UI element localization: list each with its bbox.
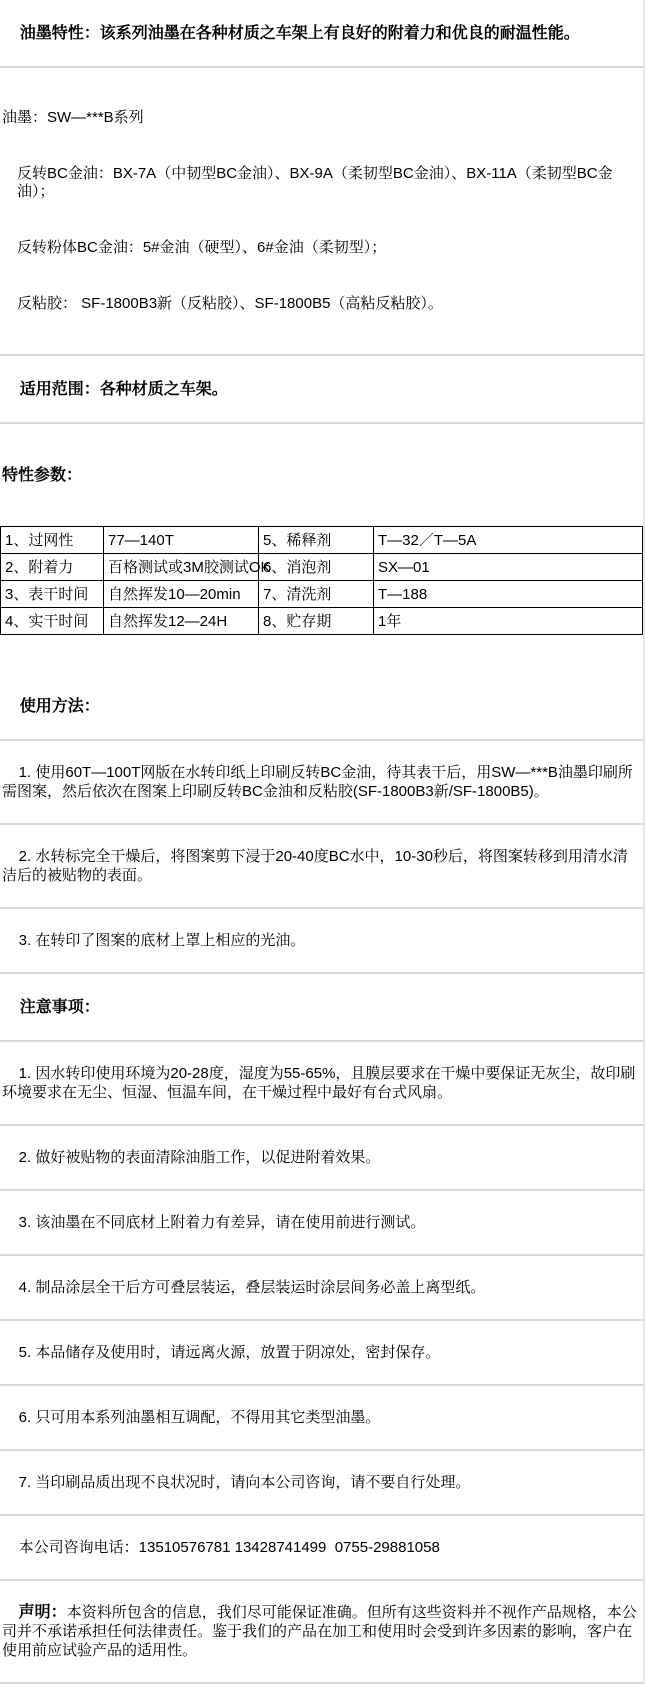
params-table-row	[1, 581, 643, 608]
notes-item-4	[0, 1256, 643, 1321]
param-name: 5、稀释剂	[259, 527, 374, 554]
usage-item-1	[0, 741, 643, 825]
notes-item-7	[0, 1451, 643, 1516]
param-name: 6、消泡剂	[259, 554, 374, 581]
notes-item-text: 1. 因水转印使用环境为20-28度，湿度为55-65%，且膜层要求在干燥中要保证无灰尘，故印刷环境要求在无尘、恒湿、恒温车间，在干燥过程中最好有台式风扇。	[2, 1065, 636, 1101]
params-title: 特性参数：	[2, 467, 83, 484]
param-name: 7、清洗剂	[259, 581, 374, 608]
param-name: 8、贮存期	[259, 608, 374, 635]
section-notes-title	[0, 974, 643, 1042]
section-usage-title	[0, 673, 643, 741]
param-value: T—188	[374, 581, 643, 608]
notes-item-1	[0, 1042, 643, 1126]
param-value: SX—01	[374, 554, 643, 581]
statement-label: 声明：	[18, 1604, 67, 1621]
usage-item-3	[0, 909, 643, 974]
section-scope	[0, 356, 643, 424]
notes-item-2	[0, 1126, 643, 1191]
ink-series-line-bc-gold: 反转BC金油：BX-7A（中韧型BC金油）、BX-9A（柔韧型BC金油）、BX-11A（柔韧型BC金油）；	[17, 165, 613, 200]
contact-line	[0, 1516, 643, 1581]
param-name: 2、附着力	[1, 554, 104, 581]
section-statement	[0, 1581, 643, 1684]
section-ink-property	[0, 0, 643, 68]
notes-item-text: 5. 本品储存及使用时，请远离火源，放置于阴凉处，密封保存。	[18, 1344, 441, 1361]
notes-title-text: 注意事项：	[19, 999, 100, 1016]
ink-series-title: 油墨：SW—***B系列	[2, 109, 144, 126]
notes-item-6	[0, 1386, 643, 1451]
usage-item-2	[0, 825, 643, 909]
param-value: 77—140T	[104, 527, 259, 554]
param-value: 百格测试或3M胶测试OK	[104, 554, 259, 581]
notes-item-text: 2. 做好被贴物的表面清除油脂工作，以促进附着效果。	[18, 1149, 381, 1166]
usage-item-text: 1. 使用60T—100T网版在水转印纸上印刷反转BC金油，待其表干后，用SW—***B油墨印刷所需图案，然后依次在图案上印刷反转BC金油和反粘胶(SF-1800B3新/SF-1800B5)。	[2, 764, 633, 800]
params-table-row	[1, 608, 643, 635]
contact-phone-text: 本公司咨询电话：13510576781 13428741499 0755-29881058	[18, 1539, 440, 1556]
notes-item-text: 3. 该油墨在不同底材上附着力有差异，请在使用前进行测试。	[18, 1214, 426, 1231]
notes-item-text: 6. 只可用本系列油墨相互调配，不得用其它类型油墨。	[18, 1409, 381, 1426]
usage-item-text: 3. 在转印了图案的底材上罩上相应的光油。	[18, 932, 306, 949]
statement-text: 本资料所包含的信息，我们尽可能保证准确。但所有这些资料并不视作产品规格，本公司并不承诺承担任何法律责任。鉴于我们的产品在加工和使用时会受到许多因素的影响，客户在使用前应试验产品的适用性。	[2, 1604, 637, 1659]
usage-title-text: 使用方法：	[19, 698, 100, 715]
params-table	[0, 526, 643, 635]
ink-series-line-powder-gold: 反转粉体BC金油：5#金油（硬型）、6#金油（柔韧型）；	[17, 239, 387, 256]
param-name: 1、过网性	[1, 527, 104, 554]
param-name: 3、表干时间	[1, 581, 104, 608]
section-params	[0, 424, 643, 673]
notes-item-text: 4. 制品涂层全干后方可叠层装运，叠层装运时涂层间务必盖上离型纸。	[18, 1279, 486, 1296]
param-name: 4、实干时间	[1, 608, 104, 635]
ink-property-text: 油墨特性：该系列油墨在各种材质之车架上有良好的附着力和优良的耐温性能。	[19, 25, 580, 42]
param-value: T—32／T—5A	[374, 527, 643, 554]
notes-item-3	[0, 1191, 643, 1256]
ink-series-line-adhesive: 反粘胶： SF-1800B3新（反粘胶）、SF-1800B5（高粘反粘胶）。	[17, 295, 443, 312]
param-value: 自然挥发12—24H	[104, 608, 259, 635]
usage-item-text: 2. 水转标完全干燥后，将图案剪下浸于20-40度BC水中，10-30秒后，将图案转移到用清水清洁后的被贴物的表面。	[2, 848, 628, 884]
param-value: 1年	[374, 608, 643, 635]
param-value: 自然挥发10—20min	[104, 581, 259, 608]
params-table-row	[1, 527, 643, 554]
scope-text: 适用范围：各种材质之车架。	[19, 381, 228, 398]
notes-item-text: 7. 当印刷品质出现不良状况时，请向本公司咨询，请不要自行处理。	[18, 1474, 471, 1491]
params-table-row	[1, 554, 643, 581]
section-ink-series	[0, 68, 643, 356]
notes-item-5	[0, 1321, 643, 1386]
